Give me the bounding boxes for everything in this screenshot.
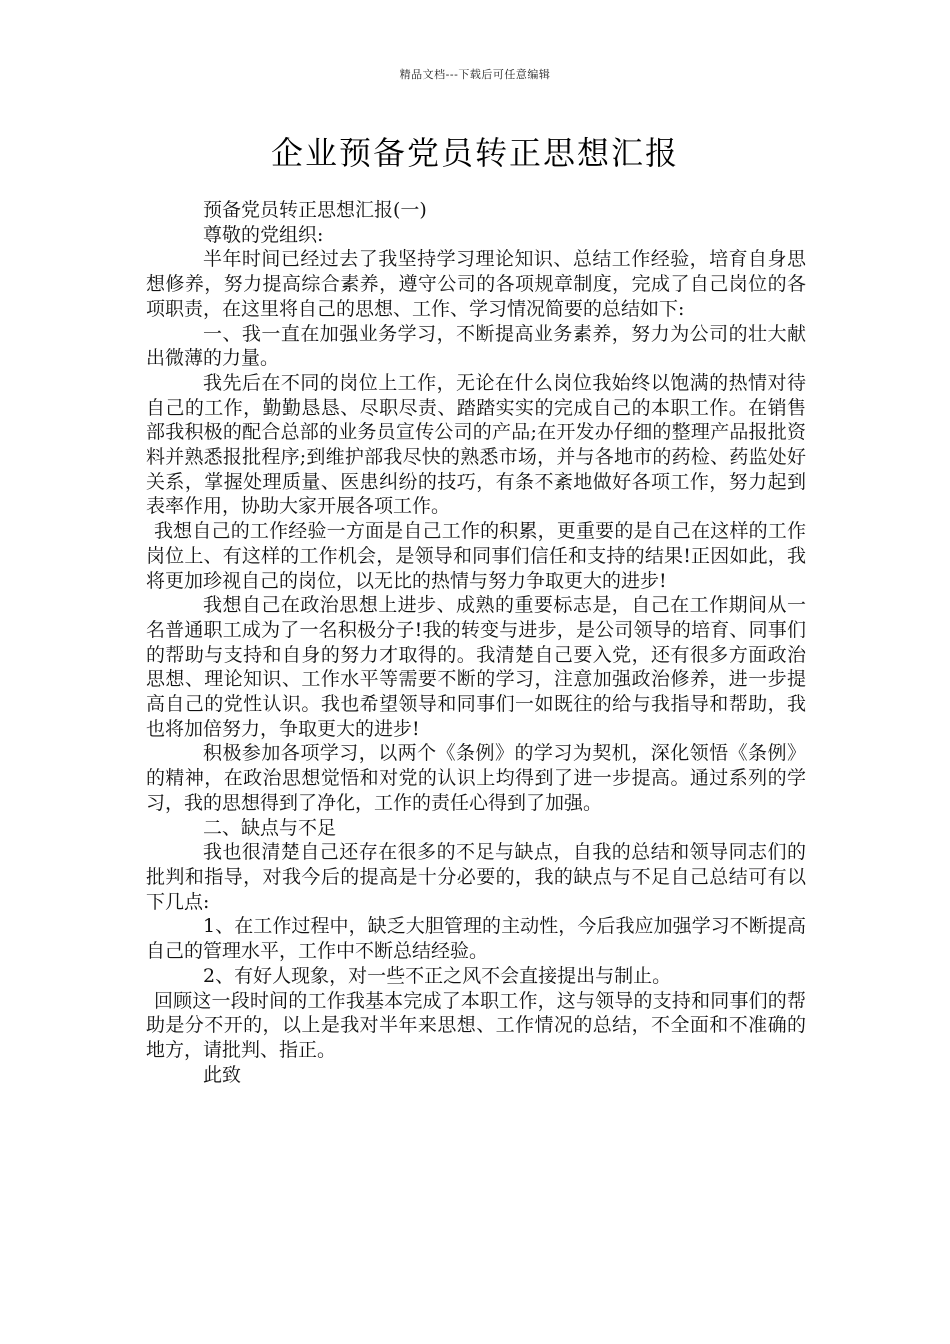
paragraph-shortcoming-1: 1、在工作过程中，缺乏大胆管理的主动性，今后我应加强学习不断提高自己的管理水平，工作中不断总结经验。	[146, 915, 806, 963]
document-body	[146, 198, 806, 1087]
paragraph-section-one: 一、我一直在加强业务学习，不断提高业务素养，努力为公司的壮大献出微薄的力量。	[146, 322, 806, 370]
paragraph-intro: 半年时间已经过去了我坚持学习理论知识、总结工作经验，培育自身思想修养，努力提高综合素养，遵守公司的各项规章制度，完成了自己岗位的各项职责，在这里将自己的思想、工作、学习情况简要的总结如下:	[146, 248, 806, 320]
paragraph-subtitle: 预备党员转正思想汇报(一)	[203, 199, 427, 221]
paragraph-section-two: 二、缺点与不足	[203, 816, 337, 839]
paragraph-shortcomings-intro: 我也很清楚自己还存在很多的不足与缺点，自我的总结和领导同志们的批判和指导，对我今后的提高是十分必要的，我的缺点与不足自己总结可有以下几点:	[146, 841, 806, 913]
paragraph-conclusion: 回顾这一段时间的工作我基本完成了本职工作，这与领导的支持和同事们的帮助是分不开的，以上是我对半年来思想、工作情况的总结，不全面和不准确的地方，请批判、指正。	[146, 989, 806, 1061]
paragraph-political-progress: 我想自己在政治思想上进步、成熟的重要标志是，自己在工作期间从一名普通职工成为了一名积极分子!我的转变与进步，是公司领导的培育、同事们的帮助与支持和自身的努力才取得的。我清楚自己要入党，还有很多方面政治思想、理论知识、工作水平等需要不断的学习，注意加强政治修养，进一步提高自己的党性认识。我也希望领导和同事们一如既往的给与我指导和帮助，我也将加倍努力，争取更大的进步!	[146, 594, 806, 740]
paragraph-work-experience: 我先后在不同的岗位上工作，无论在什么岗位我始终以饱满的热情对待自己的工作，勤勤恳恳、尽职尽责、踏踏实实的完成自己的本职工作。在销售部我积极的配合总部的业务员宣传公司的产品;在开发办仔细的整理产品报批资料并熟悉报批程序;到维护部我尽快的熟悉市场，并与各地市的药检、药监处好关系，掌握处理质量、医患纠纷的技巧，有条不紊地做好各项工作，努力起到表率作用，协助大家开展各项工作。	[146, 371, 806, 518]
header-note: 精品文档---下载后可任意编辑	[399, 68, 551, 81]
paragraph-closing: 此致	[203, 1063, 242, 1086]
paragraph-shortcoming-2: 2、有好人现象，对一些不正之风不会直接提出与制止。	[203, 964, 672, 987]
paragraph-salutation: 尊敬的党组织:	[203, 223, 324, 246]
paragraph-work-reflection: 我想自己的工作经验一方面是自己工作的积累，更重要的是自己在这样的工作岗位上、有这样的工作机会，是领导和同事们信任和支持的结果!正因如此，我将更加珍视自己的岗位，以无比的热情与努力争取更大的进步!	[146, 520, 806, 592]
document-title: 企业预备党员转正思想汇报	[270, 134, 679, 172]
paragraph-study: 积极参加各项学习，以两个《条例》的学习为契机，深化领悟《条例》的精神，在政治思想觉悟和对党的认识上均得到了进一步提高。通过系列的学习，我的思想得到了净化，工作的责任心得到了加强。	[146, 742, 806, 814]
